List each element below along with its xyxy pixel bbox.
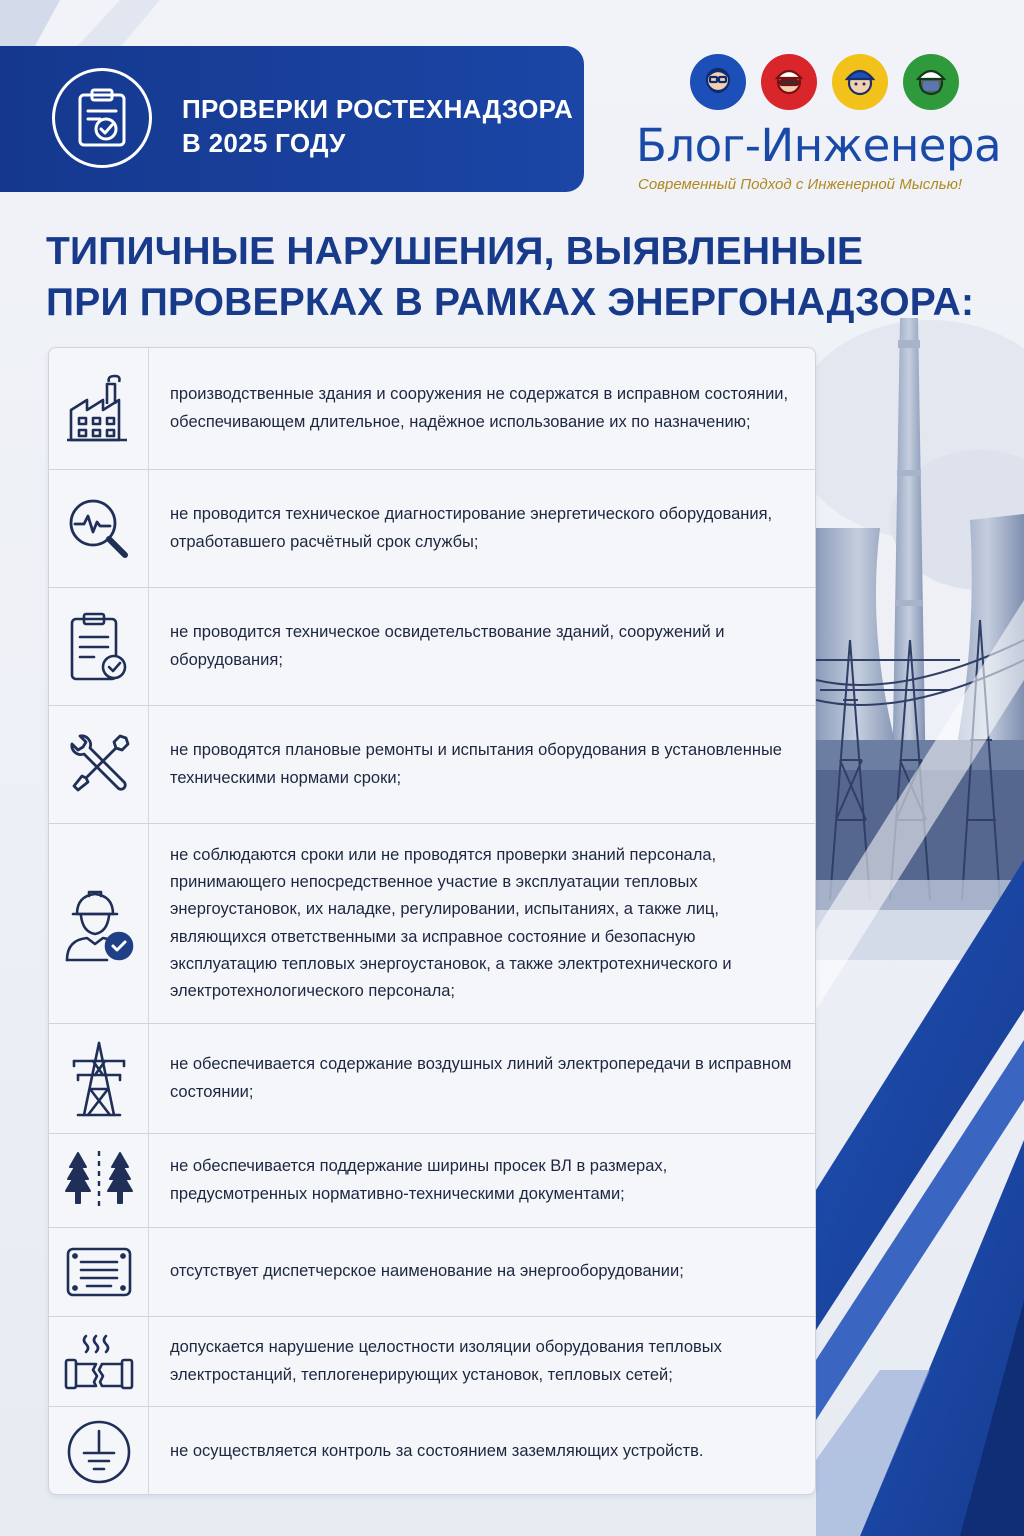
avatar-engineer-green bbox=[903, 54, 959, 110]
factory-icon bbox=[49, 348, 149, 469]
damaged-pipe-icon bbox=[49, 1317, 149, 1406]
list-item bbox=[49, 1407, 816, 1495]
trees-clearing-icon bbox=[49, 1134, 149, 1227]
grounding-icon bbox=[49, 1407, 149, 1495]
list-item-text: не проводятся плановые ремонты и испытания оборудования в установленные техническими нормами сроки; bbox=[170, 741, 782, 787]
list-item-text: производственные здания и сооружения не содержатся в исправном состоянии, обеспечивающем длительное, надёжное использование их по назначению; bbox=[170, 385, 789, 431]
list-item bbox=[49, 1134, 816, 1228]
nameplate-icon bbox=[49, 1228, 149, 1316]
list-item bbox=[49, 348, 816, 470]
power-tower-icon bbox=[49, 1024, 149, 1133]
brand-logo bbox=[634, 54, 1014, 204]
clipboard-check-header-icon bbox=[52, 68, 152, 168]
header-banner bbox=[0, 46, 584, 192]
worker-check-icon bbox=[49, 824, 149, 1023]
list-item-text: не проводится техническое диагностирование энергетического оборудования, отработавшего расчётный срок службы; bbox=[170, 505, 773, 551]
wrench-screwdriver-icon bbox=[49, 706, 149, 823]
avatar-engineer-blue bbox=[690, 54, 746, 110]
list-item-text: не соблюдаются сроки или не проводятся проверки знаний персонала, принимающего непосредственное участие в эксплуатации тепловых энергоустановок, их наладке, регулировании, испытаниях, а также лиц, являющихся ответственными за исправное состояние и безопасную эксплуатацию тепловых энергоустановок, а также электротехнического и электротехнологического персонала; bbox=[170, 845, 732, 1000]
list-item-text: не обеспечивается поддержание ширины просек ВЛ в размерах, предусмотренных нормативно-техническими документами; bbox=[170, 1157, 668, 1203]
header-title bbox=[182, 92, 573, 160]
page-title-line2: ПРИ ПРОВЕРКАХ В РАМКАХ ЭНЕРГОНАДЗОРА: bbox=[46, 281, 975, 324]
list-item-text: отсутствует диспетчерское наименование на энергооборудовании; bbox=[170, 1262, 684, 1281]
list-item bbox=[49, 1228, 816, 1317]
brand-name: Блог-Инженера bbox=[636, 119, 1002, 172]
list-item bbox=[49, 706, 816, 824]
header-title-line1: ПРОВЕРКИ РОСТЕХНАДЗОРА bbox=[182, 94, 574, 124]
list-item bbox=[49, 824, 816, 1024]
list-item bbox=[49, 1024, 816, 1134]
clipboard-check-icon bbox=[49, 588, 149, 705]
list-item bbox=[49, 1317, 816, 1407]
page-title-line1: ТИПИЧНЫЕ НАРУШЕНИЯ, ВЫЯВЛЕННЫЕ bbox=[46, 230, 864, 273]
list-item-text: не обеспечивается содержание воздушных линий электропередачи в исправном состоянии; bbox=[170, 1055, 792, 1101]
list-item-text: не осуществляется контроль за состоянием заземляющих устройств. bbox=[170, 1441, 704, 1460]
avatar-engineer-red bbox=[761, 54, 817, 110]
violations-list bbox=[48, 347, 816, 1495]
list-item bbox=[49, 588, 816, 706]
header-title-line2: В 2025 ГОДУ bbox=[182, 128, 346, 158]
list-item-text: допускается нарушение целостности изоляции оборудования тепловых электростанций, теплогенерирующих установок, тепловых сетей; bbox=[170, 1338, 722, 1384]
brand-tagline: Современный Подход с Инженерной Мыслью! bbox=[638, 176, 963, 193]
list-item-text: не проводится техническое освидетельствование зданий, сооружений и оборудования; bbox=[170, 623, 725, 669]
avatar-group bbox=[690, 54, 959, 110]
diagnostics-magnifier-icon bbox=[49, 470, 149, 587]
list-item bbox=[49, 470, 816, 588]
avatar-engineer-yellow bbox=[832, 54, 888, 110]
page-title bbox=[46, 226, 974, 328]
